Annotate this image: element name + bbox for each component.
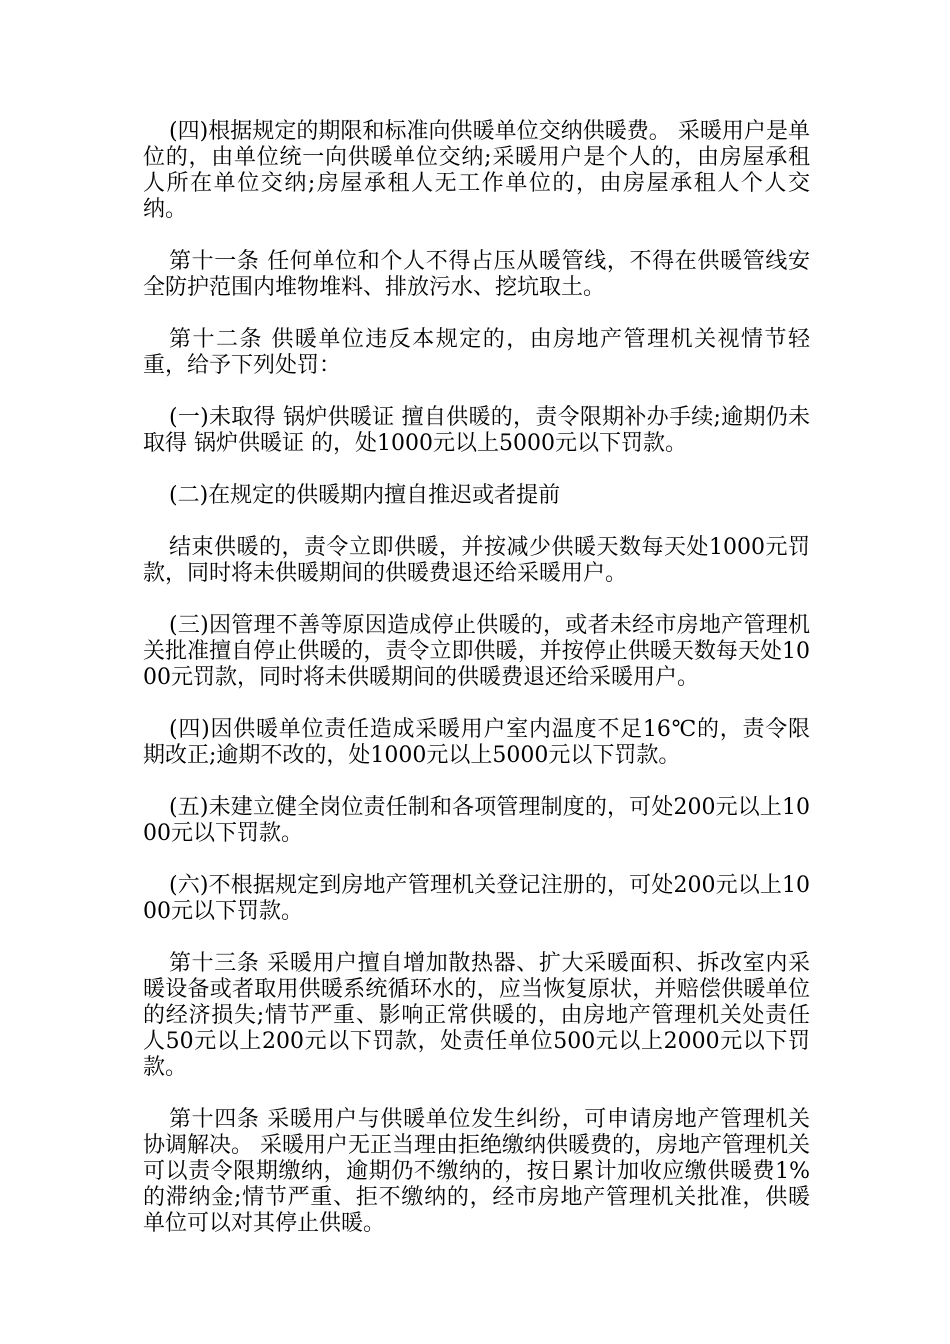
document-body (143, 119, 810, 1263)
paragraph-penalty-2-end: 结束供暖的，责令立即供暖，并按减少供暖天数每天处1000元罚款，同时将未供暖期间的供暖费退还给采暖用户。 (143, 535, 810, 586)
paragraph-penalty-3: (三)因管理不善等原因造成停止供暖的，或者未经市房地产管理机关批准擅自停止供暖的，责令立即供暖，并按停止供暖天数每天处1000元罚款，同时将未供暖期间的供暖费退还给采暖用户。 (143, 613, 810, 690)
paragraph-article-12: 第十二条 供暖单位违反本规定的，由房地产管理机关视情节轻重，给予下列处罚： (143, 327, 810, 378)
paragraph-penalty-1: (一)未取得 锅炉供暖证 擅自供暖的，责令限期补办手续;逾期仍未取得 锅炉供暖证 的，处1000元以上5000元以下罚款。 (143, 405, 810, 456)
paragraph-penalty-5: (五)未建立健全岗位责任制和各项管理制度的，可处200元以上1000元以下罚款。 (143, 795, 810, 846)
paragraph-penalty-4: (四)因供暖单位责任造成采暖用户室内温度不足16℃的，责令限期改正;逾期不改的，处1000元以上5000元以下罚款。 (143, 717, 810, 768)
paragraph-penalty-6: (六)不根据规定到房地产管理机关登记注册的，可处200元以上1000元以下罚款。 (143, 873, 810, 924)
paragraph-article-11: 第十一条 任何单位和个人不得占压从暖管线，不得在供暖管线安全防护范围内堆物堆料、排放污水、挖坑取土。 (143, 249, 810, 300)
paragraph-article-14: 第十四条 采暖用户与供暖单位发生纠纷，可申请房地产管理机关协调解决。 采暖用户无正当理由拒绝缴纳供暖费的，房地产管理机关可以责令限期缴纳，逾期仍不缴纳的，按日累计加收应缴供暖费1%的滞纳金;情节严重、拒不缴纳的，经市房地产管理机关批准，供暖单位可以对其停止供暖。 (143, 1107, 810, 1236)
paragraph-penalty-2-start: (二)在规定的供暖期内擅自推迟或者提前 (169, 483, 561, 508)
paragraph-article-13: 第十三条 采暖用户擅自增加散热器、扩大采暖面积、拆改室内采暖设备或者取用供暖系统循环水的，应当恢复原状，并赔偿供暖单位的经济损失;情节严重、影响正常供暖的，由房地产管理机关处责任人50元以上200元以下罚款，处责任单位500元以上2000元以下罚款。 (143, 951, 810, 1080)
paragraph-4-payment-duty: (四)根据规定的期限和标准向供暖单位交纳供暖费。 采暖用户是单位的，由单位统一向供暖单位交纳;采暖用户是个人的，由房屋承租人所在单位交纳;房屋承租人无工作单位的，由房屋承租人个人交纳。 (143, 119, 810, 222)
